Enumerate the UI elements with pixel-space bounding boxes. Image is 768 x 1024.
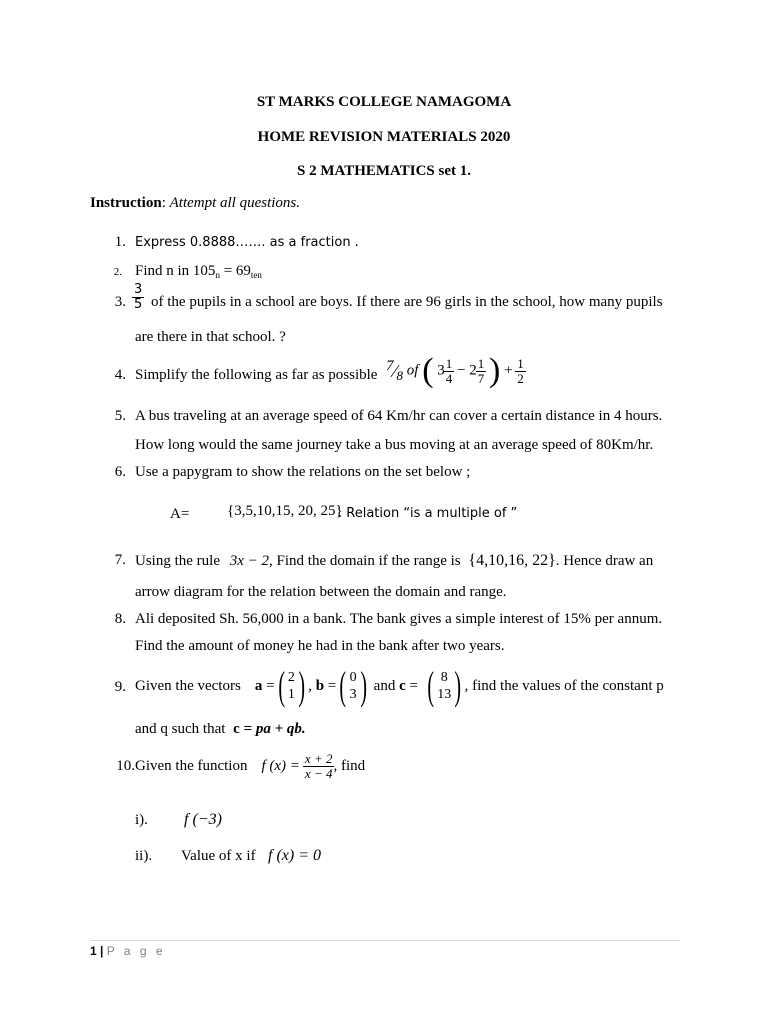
q10-ii-expr: f (x) = 0 <box>268 847 321 864</box>
q9-pre: Given the vectors <box>135 677 241 694</box>
q9-number: 9. <box>114 679 126 695</box>
q9-c-label: c <box>399 677 406 694</box>
q2-text <box>135 263 262 280</box>
q8-number: 8. <box>114 611 126 627</box>
q4-number: 4. <box>114 367 126 383</box>
q4-of: of <box>406 362 419 379</box>
vector-a: ( 2 1 ) <box>277 663 305 708</box>
q9-eq-b: = <box>327 677 337 694</box>
q6-relation: . Relation “is a multiple of ” <box>338 506 518 521</box>
q9-a-top: 2 <box>287 669 295 685</box>
q1-text: Express 0.8888……. as a fraction . <box>135 235 359 250</box>
q4-minus: − <box>457 362 466 379</box>
q3-number: 3. <box>114 294 126 310</box>
q9-line2-eq: c = <box>233 721 253 737</box>
q5-line1: A bus traveling at an average speed of 64 Km/hr can cover a certain distance in 4 hours. <box>135 408 663 424</box>
q3-line2: are there in that school. ? <box>135 329 286 345</box>
q9-c-top: 8 <box>440 669 448 685</box>
q4-n1: 1 <box>445 355 453 371</box>
set-title: S 2 MATHEMATICS set 1. <box>296 163 472 179</box>
q10-fx: f (x) = <box>261 757 300 774</box>
q9-a-bottom: 1 <box>287 687 295 702</box>
q2-pre: Find n in 105 <box>135 263 216 279</box>
q10-line <box>135 746 365 786</box>
q9-line2-pre: and q such that <box>135 721 226 737</box>
q7-pre: Using the rule <box>135 553 220 569</box>
q9-b-top: 0 <box>349 669 357 685</box>
q7-number: 7. <box>114 552 126 568</box>
q9-post: , find the values of the constant p <box>464 677 664 694</box>
footer-page-number: 1 <box>90 944 97 958</box>
q4-n2: 1 <box>477 355 485 371</box>
q3-line1: of the pupils in a school are boys. If there are 96 girls in the school, how many pupils <box>151 294 663 310</box>
q4-d2: 7 <box>477 370 485 386</box>
footer-page-word: P a g e <box>106 944 166 958</box>
instruction-label: Instruction <box>90 195 162 211</box>
footer-separator: | <box>100 944 104 958</box>
q4-d1: 4 <box>445 370 453 386</box>
q9-line1: Given the vectors a = ( 2 1 ) , b = ( 0 3 ) and c = ( 8 13 ) , find the values of the constant p <box>135 663 664 708</box>
q4-plus: + <box>504 362 513 379</box>
q9-eq-a: = <box>266 677 275 694</box>
q4-w1: 3 <box>437 362 445 379</box>
q3-frac-den: 5 <box>134 296 143 312</box>
instruction <box>90 195 300 212</box>
q7-post: . Hence draw an <box>555 553 654 569</box>
q2-mid: = 69 <box>219 263 251 279</box>
q9-c-bottom: 13 <box>437 687 452 702</box>
q2-number: 2. <box>113 266 122 278</box>
q10-frac-den: x − 4 <box>304 765 333 781</box>
q10-frac-num: x + 2 <box>304 750 333 766</box>
q10-number: 10. <box>116 758 135 774</box>
q9-line2-expr: pa + qb. <box>255 721 306 737</box>
q6-number: 6. <box>114 464 126 480</box>
q5-number: 5. <box>114 408 126 424</box>
instruction-text: Attempt all questions. <box>169 195 301 211</box>
page-footer <box>90 944 166 958</box>
q9-b-label: b <box>315 677 325 694</box>
q3-frac-num: 3 <box>134 282 143 297</box>
q6-set-label: A= <box>170 506 190 522</box>
q7-line1 <box>135 552 653 570</box>
q7-mid: , Find the domain if the range is <box>269 553 461 569</box>
school-name: ST MARKS COLLEGE NAMAGOMA <box>256 94 512 110</box>
q10-ii-text: Value of x if <box>181 848 256 864</box>
q7-rule: 3x − 2 <box>229 553 270 569</box>
q4-text: Simplify the following as far as possible <box>135 367 378 383</box>
footer-divider <box>90 940 680 941</box>
q9-b-bottom: 3 <box>349 687 357 702</box>
vector-b: ( 0 3 ) <box>339 663 367 708</box>
q1-number: 1. <box>114 234 126 250</box>
q8-line1: Ali deposited Sh. 56,000 in a bank. The bank gives a simple interest of 15% per annum. <box>135 611 663 627</box>
q10-i-label: i). <box>135 812 148 828</box>
q2-sub-ten: ten <box>250 270 262 280</box>
q10-ii-label: ii). <box>135 848 153 864</box>
q4-a-den: 8 <box>396 368 404 383</box>
q4-w2: 2 <box>469 362 477 379</box>
q10-i-expr: f (−3) <box>184 811 222 828</box>
q4-n3: 1 <box>517 355 524 371</box>
instruction-sep: : <box>161 195 166 211</box>
q10-pre: Given the function <box>135 757 248 774</box>
q9-a-label: a <box>254 677 263 694</box>
q6-set: {3,5,10,15, 20, 25} <box>227 503 343 519</box>
q6-text: Use a papygram to show the relations on the set below ; <box>135 464 471 480</box>
q5-line2: How long would the same journey take a bus moving at an average speed of 80Km/hr. <box>135 437 654 453</box>
q2-sub-n: n <box>215 270 220 280</box>
q8-line2: Find the amount of money he had in the bank after two years. <box>135 638 505 654</box>
vector-c: ( 8 13 ) <box>427 663 462 708</box>
q9-and: and <box>373 677 396 694</box>
q4-expression: $^7⁄_8$ of ( 3 $\frac{1}{4}$ − 2 $\frac{1}{7}$ ) + $\frac{1}{2}$ <box>386 352 524 389</box>
q9-eq-c: = <box>409 677 418 694</box>
q4-d3: 2 <box>517 370 524 386</box>
q10-post: , find <box>333 757 366 774</box>
document-subtitle: HOME REVISION MATERIALS 2020 <box>257 129 511 145</box>
q3-fraction <box>133 283 143 311</box>
q7-range: {4,10,16, 22} <box>468 552 556 569</box>
q7-line2: arrow diagram for the relation between the domain and range. <box>135 584 507 600</box>
q9-line2 <box>135 721 306 738</box>
q4-a-num: 7 <box>386 358 394 374</box>
